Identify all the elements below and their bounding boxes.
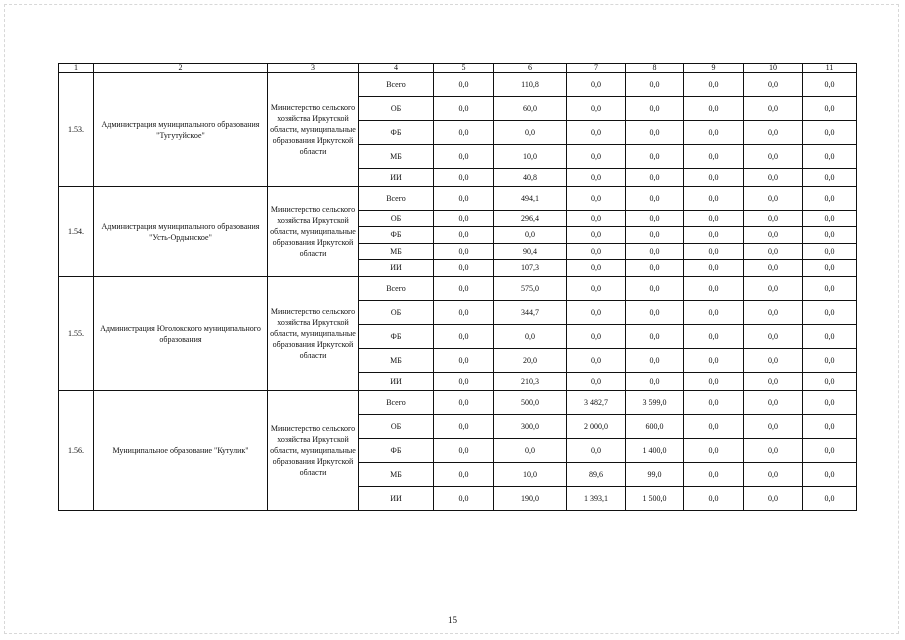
value-cell: 0,0 [684,227,744,244]
value-cell: 0,0 [567,260,626,277]
value-cell: 0,0 [744,121,803,145]
value-cell: 0,0 [434,244,494,260]
value-cell: 10,0 [494,463,567,487]
value-cell: 0,0 [744,391,803,415]
value-cell: 0,0 [803,349,857,373]
value-cell: 3 599,0 [626,391,684,415]
value-cell: 0,0 [434,439,494,463]
value-cell: 0,0 [744,325,803,349]
value-cell: 0,0 [567,187,626,211]
value-cell: 0,0 [567,145,626,169]
value-cell: 0,0 [803,244,857,260]
funding-source: Всего [359,391,434,415]
page-number: 15 [448,615,457,625]
value-cell: 0,0 [803,487,857,511]
funding-source: ФБ [359,227,434,244]
value-cell: 3 482,7 [567,391,626,415]
value-cell: 0,0 [434,260,494,277]
value-cell: 0,0 [626,260,684,277]
funding-source: ИИ [359,169,434,187]
executor-entity: Администрация муниципального образования "Тугутуйское" [94,73,268,187]
value-cell: 0,0 [744,277,803,301]
value-cell: 0,0 [684,487,744,511]
value-cell: 0,0 [434,301,494,325]
value-cell: 0,0 [684,211,744,227]
value-cell: 0,0 [567,244,626,260]
value-cell: 575,0 [494,277,567,301]
value-cell: 0,0 [803,121,857,145]
funding-source: Всего [359,73,434,97]
value-cell: 0,0 [744,187,803,211]
value-cell: 0,0 [567,373,626,391]
value-cell: 0,0 [684,301,744,325]
value-cell: 0,0 [803,415,857,439]
value-cell: 0,0 [684,145,744,169]
value-cell: 107,3 [494,260,567,277]
value-cell: 296,4 [494,211,567,227]
value-cell: 0,0 [434,325,494,349]
value-cell: 0,0 [434,227,494,244]
funding-source: ОБ [359,415,434,439]
value-cell: 0,0 [744,301,803,325]
value-cell: 0,0 [567,169,626,187]
table-row [59,187,857,211]
value-cell: 0,0 [626,97,684,121]
value-cell: 0,0 [434,187,494,211]
value-cell: 494,1 [494,187,567,211]
header-cell: 6 [494,64,567,73]
responsible-body: Министерство сельского хозяйства Иркутской области, муниципальные образования Иркутской области [268,391,359,511]
funding-source: МБ [359,463,434,487]
value-cell: 0,0 [494,439,567,463]
value-cell: 0,0 [434,391,494,415]
value-cell: 0,0 [803,73,857,97]
value-cell: 0,0 [744,415,803,439]
value-cell: 0,0 [803,439,857,463]
value-cell: 0,0 [626,211,684,227]
value-cell: 0,0 [567,121,626,145]
value-cell: 0,0 [626,169,684,187]
table-row [59,391,857,415]
value-cell: 0,0 [744,463,803,487]
value-cell: 0,0 [626,301,684,325]
funding-source: МБ [359,244,434,260]
value-cell: 1 393,1 [567,487,626,511]
value-cell: 0,0 [567,97,626,121]
value-cell: 0,0 [744,97,803,121]
value-cell: 0,0 [684,391,744,415]
value-cell: 0,0 [434,145,494,169]
value-cell: 0,0 [744,349,803,373]
value-cell: 0,0 [434,169,494,187]
value-cell: 0,0 [434,277,494,301]
value-cell: 0,0 [684,97,744,121]
value-cell: 0,0 [567,439,626,463]
value-cell: 0,0 [434,73,494,97]
funding-source: ОБ [359,301,434,325]
value-cell: 0,0 [744,169,803,187]
header-cell: 9 [684,64,744,73]
executor-entity: Муниципальное образование "Кутулик" [94,391,268,511]
value-cell: 20,0 [494,349,567,373]
value-cell: 0,0 [684,73,744,97]
value-cell: 99,0 [626,463,684,487]
funding-source: ИИ [359,260,434,277]
value-cell: 0,0 [744,211,803,227]
responsible-body: Министерство сельского хозяйства Иркутской области, муниципальные образования Иркутской области [268,73,359,187]
funding-source: ФБ [359,325,434,349]
header-cell: 7 [567,64,626,73]
header-cell: 4 [359,64,434,73]
value-cell: 0,0 [567,301,626,325]
value-cell: 0,0 [494,227,567,244]
item-number: 1.55. [59,277,94,391]
value-cell: 10,0 [494,145,567,169]
value-cell: 0,0 [684,169,744,187]
value-cell: 0,0 [434,373,494,391]
value-cell: 0,0 [434,97,494,121]
header-cell: 11 [803,64,857,73]
value-cell: 0,0 [803,325,857,349]
value-cell: 0,0 [626,187,684,211]
financing-table [58,63,857,511]
value-cell: 0,0 [803,187,857,211]
value-cell: 0,0 [684,415,744,439]
value-cell: 1 400,0 [626,439,684,463]
value-cell: 0,0 [744,145,803,169]
value-cell: 89,6 [567,463,626,487]
value-cell: 500,0 [494,391,567,415]
table-body [59,64,857,511]
value-cell: 0,0 [803,391,857,415]
value-cell: 600,0 [626,415,684,439]
value-cell: 90,4 [494,244,567,260]
value-cell: 0,0 [626,227,684,244]
table-row [59,277,857,301]
value-cell: 0,0 [684,349,744,373]
value-cell: 0,0 [684,277,744,301]
value-cell: 0,0 [744,373,803,391]
value-cell: 0,0 [434,211,494,227]
value-cell: 0,0 [434,415,494,439]
value-cell: 0,0 [684,439,744,463]
value-cell: 0,0 [626,349,684,373]
value-cell: 1 500,0 [626,487,684,511]
funding-source: Всего [359,187,434,211]
funding-source: ФБ [359,439,434,463]
value-cell: 0,0 [803,211,857,227]
value-cell: 0,0 [626,277,684,301]
funding-source: ОБ [359,211,434,227]
value-cell: 0,0 [684,373,744,391]
value-cell: 0,0 [744,244,803,260]
header-cell: 10 [744,64,803,73]
funding-source: Всего [359,277,434,301]
executor-entity: Администрация Юголокского муниципального образования [94,277,268,391]
value-cell: 0,0 [803,260,857,277]
value-cell: 0,0 [803,373,857,391]
value-cell: 0,0 [567,73,626,97]
value-cell: 0,0 [626,73,684,97]
value-cell: 0,0 [684,244,744,260]
header-cell: 8 [626,64,684,73]
value-cell: 0,0 [434,487,494,511]
value-cell: 0,0 [803,227,857,244]
value-cell: 0,0 [434,463,494,487]
header-cell: 2 [94,64,268,73]
value-cell: 0,0 [803,169,857,187]
value-cell: 210,3 [494,373,567,391]
value-cell: 0,0 [744,227,803,244]
value-cell: 0,0 [626,244,684,260]
responsible-body: Министерство сельского хозяйства Иркутской области, муниципальные образования Иркутской области [268,277,359,391]
value-cell: 0,0 [684,187,744,211]
table-row [59,73,857,97]
item-number: 1.56. [59,391,94,511]
value-cell: 0,0 [434,121,494,145]
funding-source: МБ [359,349,434,373]
value-cell: 0,0 [567,277,626,301]
header-row [59,64,857,73]
value-cell: 0,0 [744,73,803,97]
value-cell: 0,0 [684,463,744,487]
value-cell: 0,0 [803,97,857,121]
value-cell: 0,0 [434,349,494,373]
value-cell: 0,0 [684,121,744,145]
value-cell: 0,0 [803,301,857,325]
value-cell: 0,0 [626,121,684,145]
value-cell: 0,0 [626,373,684,391]
header-cell: 3 [268,64,359,73]
value-cell: 0,0 [494,325,567,349]
header-cell: 5 [434,64,494,73]
value-cell: 0,0 [744,439,803,463]
funding-source: ОБ [359,97,434,121]
value-cell: 300,0 [494,415,567,439]
value-cell: 0,0 [744,487,803,511]
value-cell: 0,0 [567,227,626,244]
funding-source: ФБ [359,121,434,145]
value-cell: 0,0 [744,260,803,277]
funding-source: ИИ [359,487,434,511]
value-cell: 0,0 [803,145,857,169]
value-cell: 190,0 [494,487,567,511]
item-number: 1.54. [59,187,94,277]
value-cell: 0,0 [567,211,626,227]
value-cell: 2 000,0 [567,415,626,439]
value-cell: 0,0 [567,349,626,373]
funding-source: ИИ [359,373,434,391]
value-cell: 0,0 [803,277,857,301]
header-cell: 1 [59,64,94,73]
value-cell: 0,0 [684,260,744,277]
value-cell: 0,0 [494,121,567,145]
value-cell: 0,0 [803,463,857,487]
value-cell: 0,0 [626,145,684,169]
value-cell: 60,0 [494,97,567,121]
funding-source: МБ [359,145,434,169]
item-number: 1.53. [59,73,94,187]
responsible-body: Министерство сельского хозяйства Иркутской области, муниципальные образования Иркутской области [268,187,359,277]
value-cell: 0,0 [567,325,626,349]
value-cell: 110,8 [494,73,567,97]
executor-entity: Администрация муниципального образования "Усть-Ордынское" [94,187,268,277]
value-cell: 0,0 [684,325,744,349]
value-cell: 0,0 [626,325,684,349]
value-cell: 344,7 [494,301,567,325]
value-cell: 40,8 [494,169,567,187]
